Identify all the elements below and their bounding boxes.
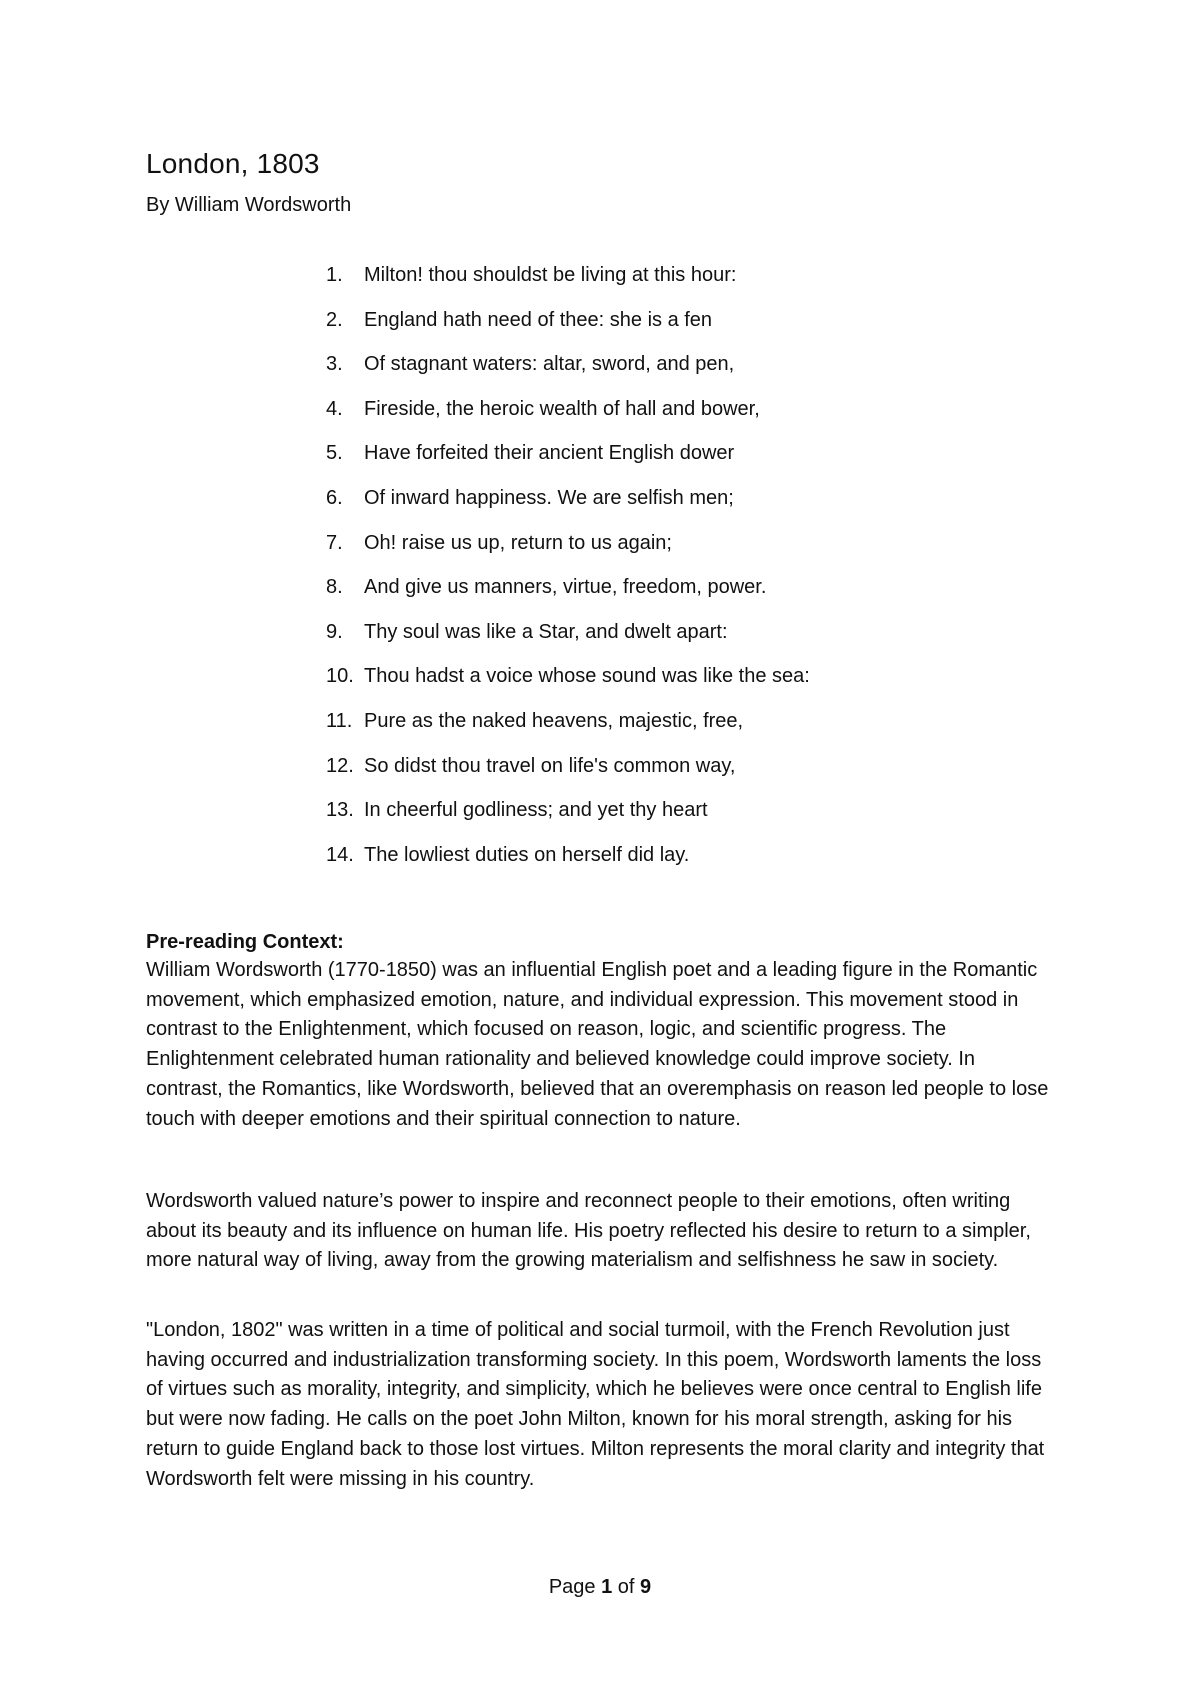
line-text: Of stagnant waters: altar, sword, and pen, bbox=[364, 353, 735, 376]
line-text: England hath need of thee: she is a fen bbox=[364, 308, 713, 331]
poem-line bbox=[326, 574, 810, 619]
line-number: 2. bbox=[326, 308, 343, 331]
line-number: 6. bbox=[326, 486, 343, 509]
line-text: The lowliest duties on herself did lay. bbox=[364, 843, 690, 866]
line-number: 10. bbox=[326, 665, 354, 688]
poem-lines-list bbox=[326, 262, 810, 886]
poem-line bbox=[326, 262, 810, 307]
page-label: Page bbox=[548, 1576, 596, 1598]
context-paragraph: William Wordsworth (1770-1850) was an influential English poet and a leading figure in the Romantic movement, which emphasized emotion, nature, and individual expression. This movement stood in contrast to the Enlightenment, which focused on reason, logic, and scientific progress. The Enlightenment celebrated human rationality and believed knowledge could improve society. In contrast, the Romantics, like Wordsworth, believed that an overemphasis on reason led people to lose touch with deeper emotions and their spiritual connection to nature. bbox=[146, 959, 1049, 1130]
line-number: 9. bbox=[326, 620, 343, 643]
line-text: So didst thou travel on life's common way, bbox=[364, 754, 736, 777]
line-number: 1. bbox=[326, 264, 343, 286]
poem-line bbox=[326, 440, 810, 485]
line-text: Fireside, the heroic wealth of hall and bower, bbox=[364, 397, 760, 420]
poem-line bbox=[326, 307, 810, 352]
line-text: Of inward happiness. We are selfish men; bbox=[364, 486, 734, 509]
total-page-count: 9 bbox=[640, 1576, 652, 1598]
poem-line bbox=[326, 663, 810, 708]
poem-title: London, 1803 bbox=[146, 148, 320, 179]
poem-line bbox=[326, 753, 810, 798]
line-number: 3. bbox=[326, 353, 343, 376]
line-text: Thou hadst a voice whose sound was like the sea: bbox=[364, 665, 810, 688]
line-number: 8. bbox=[326, 576, 343, 599]
line-text: And give us manners, virtue, freedom, power. bbox=[364, 576, 767, 599]
line-number: 4. bbox=[326, 397, 343, 420]
line-number: 12. bbox=[326, 754, 354, 777]
line-text: In cheerful godliness; and yet thy heart bbox=[364, 799, 708, 822]
poem-line bbox=[326, 351, 810, 396]
poem-line bbox=[326, 797, 810, 842]
line-text: Pure as the naked heavens, majestic, free, bbox=[364, 709, 744, 732]
line-number: 14. bbox=[326, 843, 354, 866]
line-text: Thy soul was like a Star, and dwelt apart: bbox=[364, 620, 728, 643]
line-number: 11. bbox=[326, 709, 353, 732]
context-heading: Pre-reading Context: bbox=[146, 931, 344, 953]
current-page-number: 1 bbox=[601, 1576, 613, 1598]
page-of-label: of bbox=[617, 1576, 635, 1598]
line-text: Have forfeited their ancient English dower bbox=[364, 442, 735, 465]
poem-line bbox=[326, 485, 810, 530]
poem-line bbox=[326, 842, 810, 887]
poem-line bbox=[326, 619, 810, 664]
line-number: 7. bbox=[326, 531, 343, 554]
poem-line bbox=[326, 530, 810, 575]
poem-line bbox=[326, 396, 810, 441]
context-paragraph: "London, 1802" was written in a time of political and social turmoil, with the French Revolution just having occurred and industrialization transforming society. In this poem, Wordsworth laments the loss of virtues such as morality, integrity, and simplicity, which he believes were once central to English life but were now fading. He calls on the poet John Milton, known for his moral strength, asking for his return to guide England back to those lost virtues. Milton represents the moral clarity and integrity that Wordsworth felt were missing in his country. bbox=[146, 1319, 1045, 1490]
poem-author: By William Wordsworth bbox=[146, 194, 352, 216]
line-number: 5. bbox=[326, 442, 343, 465]
line-text: Milton! thou shouldst be living at this hour: bbox=[364, 264, 737, 286]
page-number-footer bbox=[0, 1576, 1200, 1599]
line-number: 13. bbox=[326, 799, 354, 822]
context-paragraph: Wordsworth valued nature’s power to inspire and reconnect people to their emotions, often writing about its beauty and its influence on human life. His poetry reflected his desire to return to a simpler, more natural way of living, away from the growing materialism and selfishness he saw in society. bbox=[146, 1190, 1031, 1272]
line-text: Oh! raise us up, return to us again; bbox=[364, 531, 672, 554]
poem-line bbox=[326, 708, 810, 753]
